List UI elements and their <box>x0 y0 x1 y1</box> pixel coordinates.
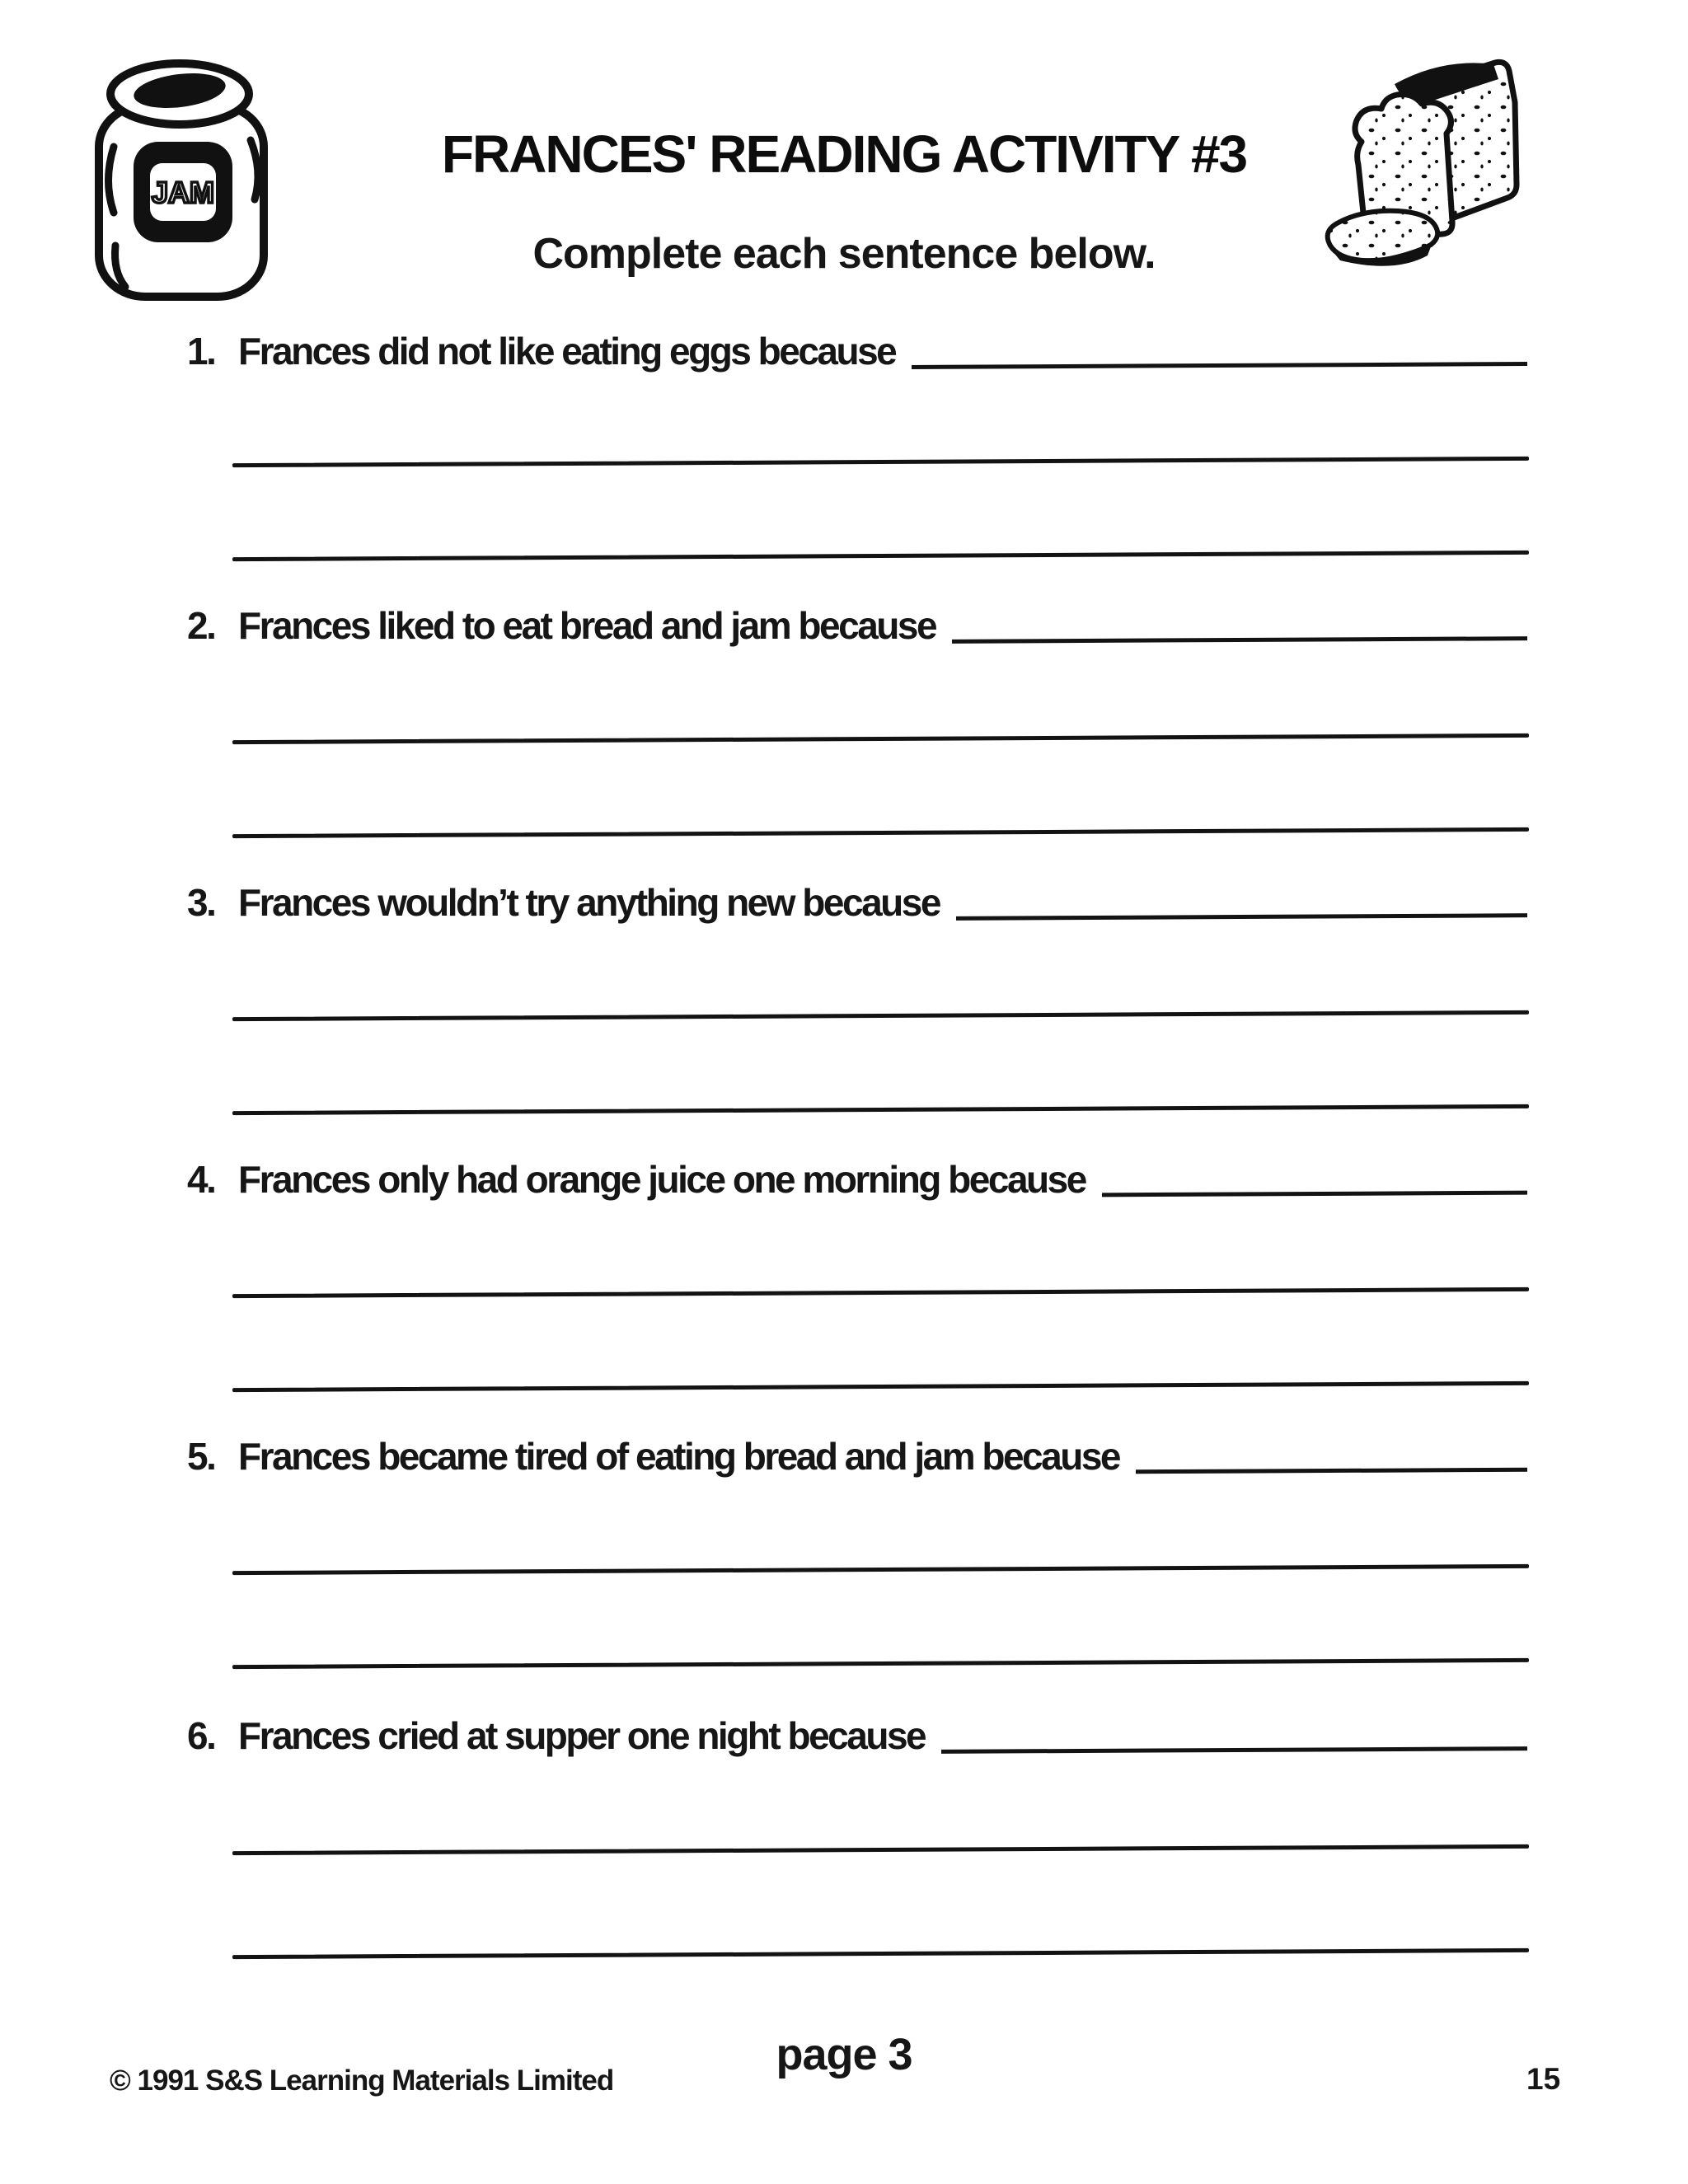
question-number: 2. <box>187 604 215 647</box>
question-text: Frances wouldn’t try anything new because <box>238 881 940 924</box>
answer-line[interactable] <box>232 1564 1529 1575</box>
answer-line[interactable] <box>232 1010 1529 1021</box>
question-text: Frances cried at supper one night because <box>238 1714 926 1757</box>
question-row-6 <box>187 1713 1529 1759</box>
jam-label: JAM <box>151 176 215 209</box>
question-row-5 <box>187 1433 1529 1479</box>
answer-blank-inline[interactable] <box>1136 1468 1527 1474</box>
question-number: 4. <box>187 1158 215 1201</box>
question-text: Frances did not like eating eggs because <box>238 330 896 373</box>
question-number: 1. <box>187 330 215 373</box>
question-text: Frances only had orange juice one morning because <box>238 1158 1085 1201</box>
question-number: 5. <box>187 1435 215 1478</box>
page-title: FRANCES' READING ACTIVITY #3 <box>441 124 1247 184</box>
answer-line[interactable] <box>232 733 1529 744</box>
answer-line[interactable] <box>232 1287 1529 1298</box>
page-subtitle: Complete each sentence below. <box>532 230 1156 278</box>
answer-line[interactable] <box>232 1844 1529 1855</box>
answer-blank-inline[interactable] <box>1102 1191 1527 1197</box>
copyright-notice: © 1991 S&S Learning Materials Limited <box>110 2064 614 2097</box>
question-row-3 <box>187 879 1529 926</box>
question-text: Frances became tired of eating bread and jam because <box>238 1435 1119 1478</box>
question-number: 6. <box>187 1714 215 1757</box>
question-row-2 <box>187 602 1529 649</box>
question-number: 3. <box>187 881 215 924</box>
page-number: 15 <box>1526 2062 1561 2096</box>
answer-blank-inline[interactable] <box>956 913 1527 921</box>
page-label: page 3 <box>776 2030 912 2079</box>
answer-blank-inline[interactable] <box>941 1746 1527 1754</box>
answer-line[interactable] <box>232 1381 1529 1392</box>
answer-line[interactable] <box>232 551 1529 561</box>
answer-blank-inline[interactable] <box>952 636 1527 644</box>
question-row-1 <box>187 328 1529 374</box>
answer-line[interactable] <box>232 457 1529 467</box>
answer-line[interactable] <box>232 1948 1529 1959</box>
answer-line[interactable] <box>232 827 1529 838</box>
question-text: Frances liked to eat bread and jam because <box>238 604 936 647</box>
answer-line[interactable] <box>232 1104 1529 1115</box>
question-row-4 <box>187 1156 1529 1202</box>
answer-blank-inline[interactable] <box>912 362 1527 369</box>
answer-line[interactable] <box>232 1658 1529 1669</box>
